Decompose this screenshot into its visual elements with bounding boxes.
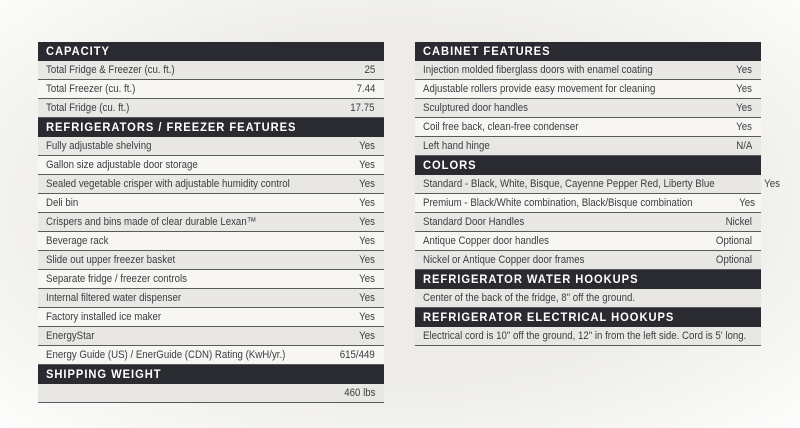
- spec-row: [415, 194, 761, 213]
- spec-label: Factory installed ice maker: [46, 311, 162, 323]
- spec-label: Coil free back, clean-free condenser: [423, 121, 579, 133]
- section-header: [415, 156, 761, 175]
- spec-row: [38, 384, 384, 403]
- spec-value: Yes: [736, 121, 752, 133]
- section-rows: [415, 327, 761, 346]
- spec-section: [38, 42, 384, 118]
- section-header: [38, 118, 384, 137]
- spec-section: [415, 308, 761, 346]
- spec-row: [415, 137, 761, 156]
- spec-value: Yes: [736, 83, 752, 95]
- section-rows: [415, 175, 781, 270]
- spec-value: Nickel: [725, 216, 752, 228]
- section-title: SHIPPING WEIGHT: [46, 368, 162, 381]
- spec-label: Crispers and bins made of clear durable Lexan™: [46, 216, 257, 228]
- spec-row: [415, 213, 761, 232]
- spec-value: Yes: [764, 178, 781, 190]
- spec-label: Fully adjustable shelving: [46, 140, 152, 152]
- spec-value: Yes: [736, 102, 752, 114]
- spec-row: [415, 289, 761, 308]
- spec-value: Yes: [359, 330, 375, 342]
- spec-row: [38, 213, 384, 232]
- spec-label: Separate fridge / freezer controls: [46, 273, 187, 285]
- spec-row: [415, 175, 781, 194]
- section-header: [415, 308, 761, 327]
- section-rows: [38, 137, 384, 365]
- spec-label: Slide out upper freezer basket: [46, 254, 176, 266]
- spec-value: Yes: [359, 311, 375, 323]
- spec-label: Total Fridge & Freezer (cu. ft.): [46, 64, 175, 76]
- spec-row: [415, 251, 761, 270]
- section-header: [415, 42, 761, 61]
- spec-label: EnergyStar: [46, 330, 95, 342]
- spec-value: Yes: [359, 292, 375, 304]
- spec-value: Optional: [715, 235, 752, 247]
- spec-label: Electrical cord is 10" off the ground, 12" in from the left side. Cord is 5' long.: [423, 330, 747, 342]
- spec-value: Yes: [739, 197, 756, 209]
- spec-value: Yes: [736, 64, 752, 76]
- spec-value: 615/449: [340, 349, 375, 361]
- spec-label: Gallon size adjustable door storage: [46, 159, 198, 171]
- spec-label: Standard - Black, White, Bisque, Cayenne Pepper Red, Liberty Blue: [423, 178, 715, 190]
- spec-row: [38, 289, 384, 308]
- spec-row: [38, 137, 384, 156]
- section-title: REFRIGERATOR ELECTRICAL HOOKUPS: [423, 311, 675, 324]
- spec-value: 25: [364, 64, 375, 76]
- spec-section: [415, 42, 761, 156]
- spec-value: Yes: [359, 254, 375, 266]
- section-title: REFRIGERATOR WATER HOOKUPS: [423, 273, 639, 286]
- spec-label: Standard Door Handles: [423, 216, 525, 228]
- spec-value: Yes: [359, 178, 375, 190]
- section-rows: [38, 61, 384, 118]
- spec-label: Adjustable rollers provide easy movement for cleaning: [423, 83, 656, 95]
- section-header: [415, 270, 761, 289]
- spec-value: 7.44: [356, 83, 375, 95]
- spec-value: Yes: [359, 273, 375, 285]
- spec-label: Internal filtered water dispenser: [46, 292, 182, 304]
- section-header: [38, 42, 384, 61]
- spec-label: Energy Guide (US) / EnerGuide (CDN) Rating (KwH/yr.): [46, 349, 286, 361]
- spec-value: Optional: [715, 254, 752, 266]
- spec-row: [38, 80, 384, 99]
- spec-row: [38, 251, 384, 270]
- spec-row: [38, 156, 384, 175]
- spec-row: [38, 327, 384, 346]
- spec-label: Injection molded fiberglass doors with enamel coating: [423, 64, 653, 76]
- spec-row: [38, 232, 384, 251]
- section-title: CABINET FEATURES: [423, 45, 551, 58]
- spec-label: Beverage rack: [46, 235, 109, 247]
- spec-value: Yes: [359, 197, 375, 209]
- section-header: [38, 365, 384, 384]
- spec-row: [38, 346, 384, 365]
- spec-label: Nickel or Antique Copper door frames: [423, 254, 585, 266]
- section-title: CAPACITY: [46, 45, 110, 58]
- spec-value: N/A: [735, 140, 752, 152]
- spec-row: [38, 308, 384, 327]
- spec-row: [415, 80, 761, 99]
- spec-row: [38, 61, 384, 80]
- spec-label: Total Freezer (cu. ft.): [46, 83, 136, 95]
- spec-row: [415, 118, 761, 137]
- section-title: COLORS: [423, 159, 477, 172]
- spec-row: [415, 232, 761, 251]
- spec-section: [415, 156, 781, 270]
- spec-row: [38, 270, 384, 289]
- spec-label: Premium - Black/White combination, Black/Bisque combination: [423, 197, 693, 209]
- spec-left-column: [38, 42, 384, 403]
- spec-value: Yes: [359, 159, 375, 171]
- spec-row: [38, 99, 384, 118]
- spec-row: [415, 99, 761, 118]
- spec-section: [38, 365, 384, 403]
- spec-section: [415, 270, 761, 308]
- spec-row: [415, 327, 761, 346]
- section-rows: [38, 384, 384, 403]
- spec-value: Yes: [359, 235, 375, 247]
- spec-right-column: [415, 42, 781, 403]
- spec-row: [415, 61, 761, 80]
- spec-label: Sealed vegetable crisper with adjustable humidity control: [46, 178, 290, 190]
- spec-value: Yes: [359, 140, 375, 152]
- spec-value: Yes: [359, 216, 375, 228]
- section-rows: [415, 289, 761, 308]
- section-rows: [415, 61, 761, 156]
- spec-row: [38, 175, 384, 194]
- spec-label: Antique Copper door handles: [423, 235, 549, 247]
- spec-label: Sculptured door handles: [423, 102, 528, 114]
- section-title: REFRIGERATORS / FREEZER FEATURES: [46, 121, 297, 134]
- spec-label: Center of the back of the fridge, 8" off the ground.: [423, 292, 636, 304]
- spec-section: [38, 118, 384, 365]
- spec-value: 460 lbs: [343, 387, 375, 399]
- spec-label: Left hand hinge: [423, 140, 490, 152]
- spec-value: 17.75: [350, 102, 375, 114]
- spec-label: Total Fridge (cu. ft.): [46, 102, 130, 114]
- spec-label: Deli bin: [46, 197, 79, 209]
- spec-row: [38, 194, 384, 213]
